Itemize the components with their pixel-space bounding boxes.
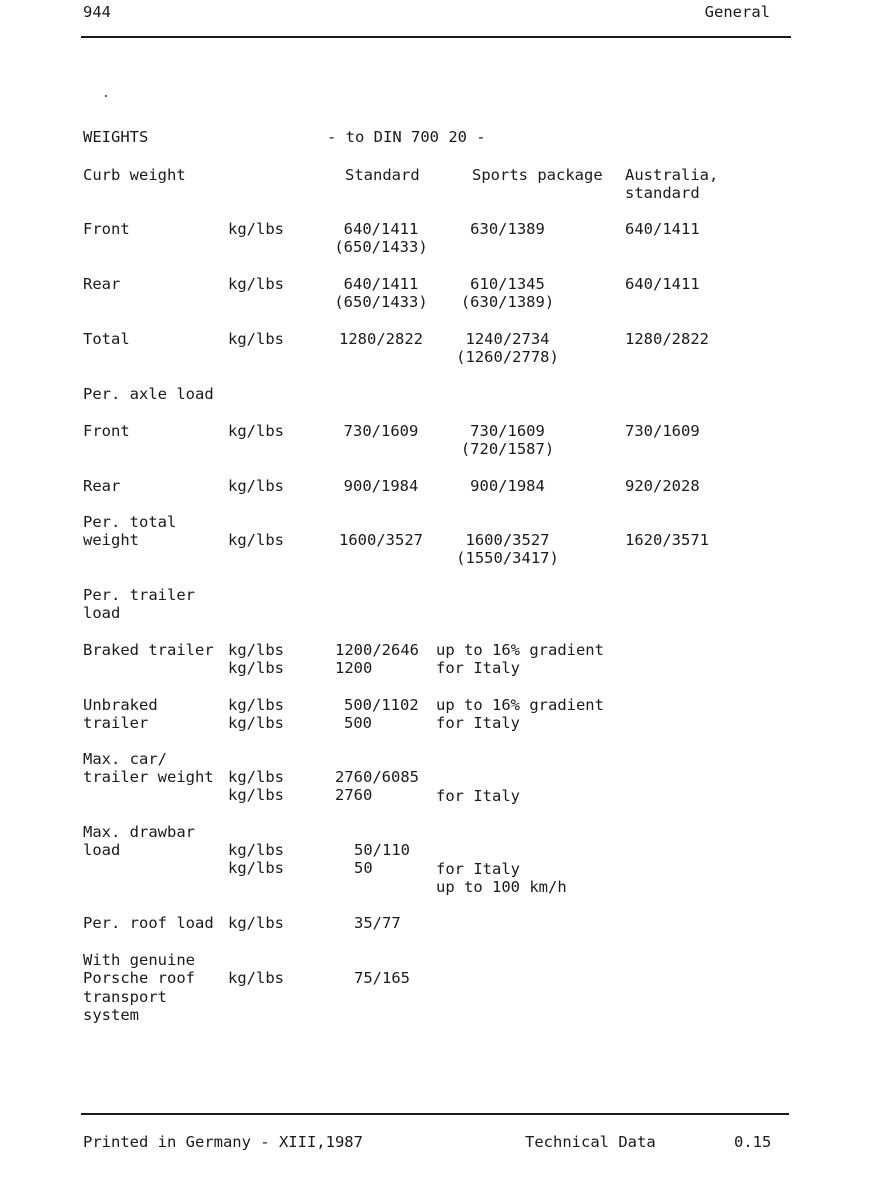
row-axle-rear-label: Rear	[83, 477, 121, 495]
row-drawbar-label: Max. drawbar load	[83, 823, 195, 860]
row-roof-label: Per. roof load	[83, 914, 214, 932]
row-braked-label: Braked trailer	[83, 641, 214, 659]
row-axle-rear-australia: 920/2028	[625, 477, 700, 495]
row-braked-unit: kg/lbs kg/lbs	[228, 641, 284, 678]
din-norm: - to DIN 700 20 -	[327, 128, 486, 146]
row-total-standard: 1280/2822	[339, 330, 423, 348]
row-rear-standard: 640/1411 (650/1433)	[334, 275, 428, 312]
row-max-car-value: 2760/6085 2760	[335, 768, 419, 805]
speck	[105, 95, 107, 97]
row-front-australia: 640/1411	[625, 220, 700, 238]
row-genuine-unit: kg/lbs	[228, 969, 284, 987]
row-rear-sports: 610/1345 (630/1389)	[460, 275, 555, 312]
col-australia: Australia, standard	[625, 166, 719, 203]
row-rear-label: Rear	[83, 275, 121, 293]
row-braked-note: up to 16% gradient for Italy	[436, 641, 604, 678]
row-genuine-value: 75/165	[354, 969, 410, 987]
row-drawbar-unit: kg/lbs kg/lbs	[228, 841, 284, 878]
row-axle-front-label: Front	[83, 422, 130, 440]
footer-rule	[81, 1113, 789, 1115]
row-total-australia: 1280/2822	[625, 330, 709, 348]
row-max-car-note: for Italy	[436, 787, 520, 805]
footer-printed: Printed in Germany - XIII,1987	[83, 1133, 363, 1151]
section-title: General	[704, 3, 770, 21]
row-total-sports: 1240/2734 (1260/2778)	[456, 330, 559, 367]
row-drawbar-value: 50/110 50	[354, 841, 410, 878]
row-genuine-label: With genuine Porsche roof transport system	[83, 951, 195, 1024]
row-axle-front-standard: 730/1609	[343, 422, 419, 440]
row-total-label: Total	[83, 330, 130, 348]
row-unbraked-note: up to 16% gradient for Italy	[436, 696, 604, 733]
weights-heading: WEIGHTS	[83, 128, 149, 146]
row-roof-unit: kg/lbs	[228, 914, 284, 932]
footer-title: Technical Data	[525, 1133, 656, 1151]
row-total-weight-label: Per. total weight	[83, 513, 177, 550]
row-roof-value: 35/77	[354, 914, 401, 932]
row-axle-rear-unit: kg/lbs	[228, 477, 284, 495]
row-total-weight-unit: kg/lbs	[228, 531, 284, 549]
col-sports: Sports package	[472, 166, 603, 184]
row-total-weight-standard: 1600/3527	[339, 531, 423, 549]
row-total-weight-australia: 1620/3571	[625, 531, 709, 549]
row-unbraked-label: Unbraked trailer	[83, 696, 158, 733]
col-standard: Standard	[345, 166, 420, 184]
row-max-car-unit: kg/lbs kg/lbs	[228, 768, 284, 805]
row-rear-australia: 640/1411	[625, 275, 700, 293]
row-front-sports: 630/1389	[470, 220, 545, 238]
row-axle-rear-sports: 900/1984	[470, 477, 545, 495]
row-axle-rear-standard: 900/1984	[343, 477, 419, 495]
row-axle-front-australia: 730/1609	[625, 422, 700, 440]
row-front-label: Front	[83, 220, 130, 238]
row-max-car-label: Max. car/ trailer weight	[83, 750, 214, 787]
curb-weight-label: Curb weight	[83, 166, 186, 184]
page-number: 944	[83, 3, 111, 21]
row-braked-value: 1200/2646 1200	[335, 641, 419, 678]
row-front-unit: kg/lbs	[228, 220, 284, 238]
footer-page-ref: 0.15	[734, 1133, 772, 1151]
axle-load-heading: Per. axle load	[83, 385, 214, 403]
row-total-unit: kg/lbs	[228, 330, 284, 348]
row-rear-unit: kg/lbs	[228, 275, 284, 293]
row-axle-front-sports: 730/1609 (720/1587)	[460, 422, 555, 459]
row-unbraked-unit: kg/lbs kg/lbs	[228, 696, 284, 733]
row-drawbar-note: for Italy up to 100 km/h	[436, 860, 567, 897]
row-unbraked-value: 500/1102 500	[344, 696, 419, 733]
row-axle-front-unit: kg/lbs	[228, 422, 284, 440]
row-total-weight-sports: 1600/3527 (1550/3417)	[456, 531, 559, 568]
header-rule	[81, 36, 791, 38]
trailer-load-heading: Per. trailer load	[83, 586, 195, 623]
row-front-standard: 640/1411 (650/1433)	[334, 220, 428, 257]
